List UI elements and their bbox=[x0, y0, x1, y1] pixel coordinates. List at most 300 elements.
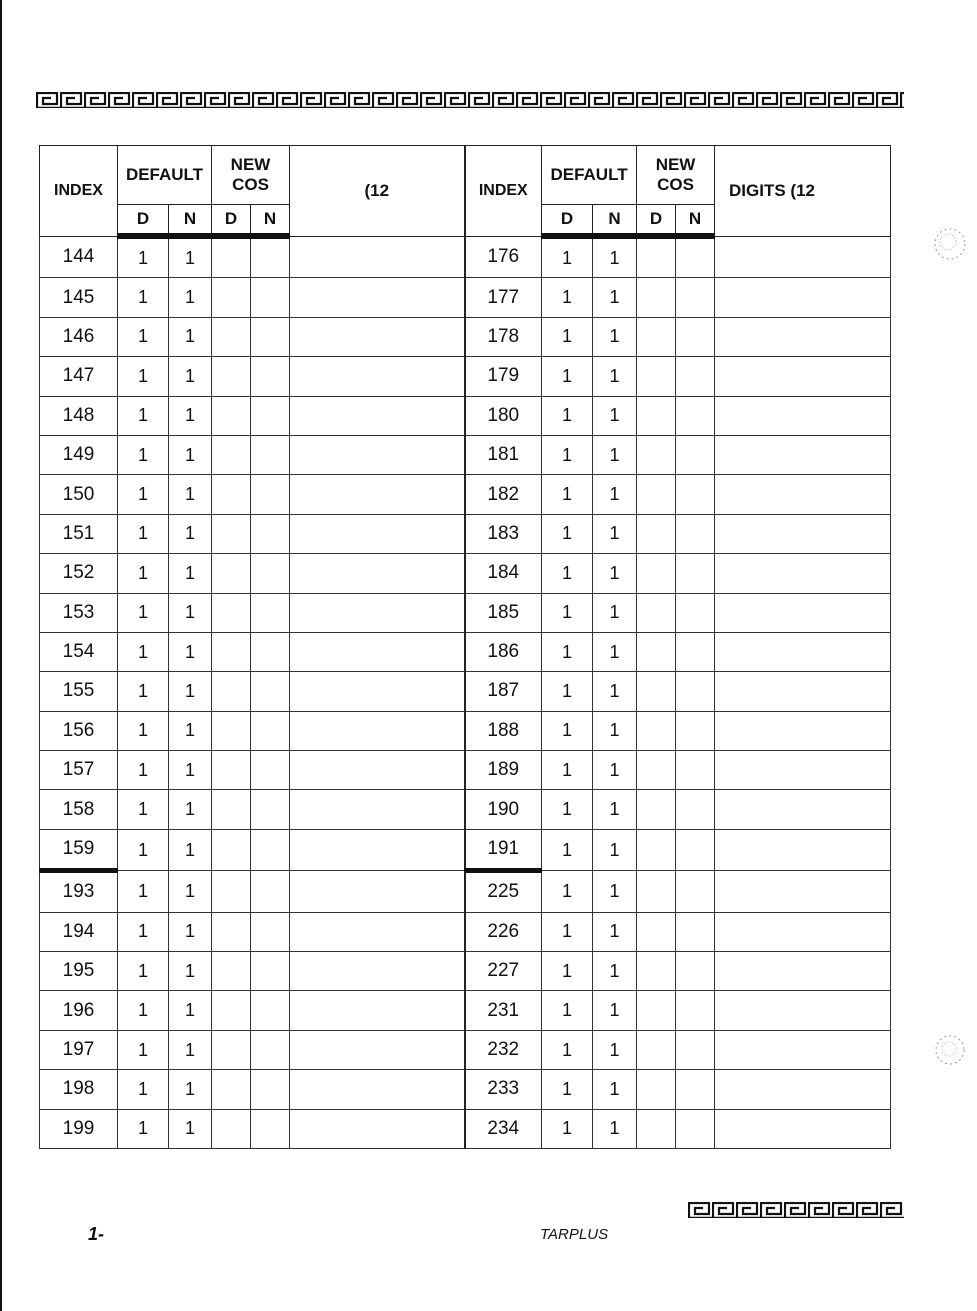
new-d-cell bbox=[212, 514, 251, 553]
default-n-cell: 1 bbox=[169, 554, 212, 593]
default-n-cell: 1 bbox=[169, 871, 212, 912]
new-d-cell bbox=[212, 396, 251, 435]
default-d-cell: 1 bbox=[118, 790, 169, 829]
default-d-cell: 1 bbox=[118, 751, 169, 790]
default-n-cell: 1 bbox=[169, 790, 212, 829]
greek-key-border-top bbox=[36, 92, 904, 108]
new-n-cell bbox=[251, 829, 290, 870]
default-d-cell: 1 bbox=[542, 829, 593, 870]
default-n-cell: 1 bbox=[169, 396, 212, 435]
index-cell: 188 bbox=[465, 711, 542, 750]
default-n-cell: 1 bbox=[169, 991, 212, 1030]
new-d-cell bbox=[212, 475, 251, 514]
default-n-header: N bbox=[169, 205, 212, 237]
digits-cell bbox=[290, 317, 465, 356]
table-row bbox=[40, 711, 891, 750]
table-row bbox=[40, 829, 891, 870]
default-n-cell: 1 bbox=[593, 475, 637, 514]
new-d-cell bbox=[637, 278, 676, 317]
digits-cell bbox=[715, 790, 891, 829]
digits-cell bbox=[715, 711, 891, 750]
new-n-cell bbox=[251, 514, 290, 553]
new-d-cell bbox=[212, 554, 251, 593]
default-n-cell: 1 bbox=[169, 1109, 212, 1148]
table-row bbox=[40, 317, 891, 356]
default-n-cell: 1 bbox=[593, 790, 637, 829]
index-cell: 145 bbox=[40, 278, 118, 317]
index-cell: 149 bbox=[40, 435, 118, 474]
default-d-cell: 1 bbox=[542, 952, 593, 991]
new-d-cell bbox=[637, 829, 676, 870]
default-n-header: N bbox=[593, 205, 637, 237]
default-d-cell: 1 bbox=[118, 593, 169, 632]
digits-cell bbox=[290, 475, 465, 514]
new-n-cell bbox=[251, 317, 290, 356]
class-of-service-table bbox=[39, 145, 891, 1149]
digits-cell bbox=[290, 1109, 465, 1148]
table-row bbox=[40, 396, 891, 435]
default-d-cell: 1 bbox=[542, 514, 593, 553]
default-n-cell: 1 bbox=[593, 396, 637, 435]
index-cell: 144 bbox=[40, 236, 118, 278]
new-d-cell bbox=[637, 435, 676, 474]
table-row bbox=[40, 1109, 891, 1148]
digits-cell bbox=[715, 475, 891, 514]
index-cell: 226 bbox=[465, 912, 542, 951]
default-n-cell: 1 bbox=[593, 357, 637, 396]
table-row bbox=[40, 357, 891, 396]
index-cell: 152 bbox=[40, 554, 118, 593]
digits-cell bbox=[290, 991, 465, 1030]
index-cell: 157 bbox=[40, 751, 118, 790]
new-d-cell bbox=[212, 1030, 251, 1069]
default-d-cell: 1 bbox=[118, 829, 169, 870]
digits-cell bbox=[715, 1030, 891, 1069]
new-n-cell bbox=[251, 1109, 290, 1148]
new-n-cell bbox=[676, 357, 715, 396]
new-n-cell bbox=[251, 278, 290, 317]
default-d-cell: 1 bbox=[542, 554, 593, 593]
new-n-cell bbox=[676, 790, 715, 829]
new-d-cell bbox=[637, 711, 676, 750]
default-n-cell: 1 bbox=[593, 632, 637, 671]
new-d-cell bbox=[637, 317, 676, 356]
digits-cell bbox=[290, 952, 465, 991]
new-d-cell bbox=[212, 829, 251, 870]
default-n-cell: 1 bbox=[593, 672, 637, 711]
default-d-cell: 1 bbox=[118, 912, 169, 951]
table-row bbox=[40, 1030, 891, 1069]
new-d-cell bbox=[637, 790, 676, 829]
digits-cell bbox=[290, 790, 465, 829]
new-d-cell bbox=[212, 357, 251, 396]
index-cell: 155 bbox=[40, 672, 118, 711]
new-d-cell bbox=[637, 236, 676, 278]
default-d-cell: 1 bbox=[118, 1070, 169, 1109]
new-d-cell bbox=[637, 991, 676, 1030]
index-cell: 181 bbox=[465, 435, 542, 474]
default-n-cell: 1 bbox=[169, 357, 212, 396]
new-d-cell bbox=[212, 1070, 251, 1109]
index-cell: 148 bbox=[40, 396, 118, 435]
index-cell: 156 bbox=[40, 711, 118, 750]
greek-key-border-bottom bbox=[688, 1202, 904, 1218]
index-cell: 195 bbox=[40, 952, 118, 991]
index-cell: 182 bbox=[465, 475, 542, 514]
digits-cell bbox=[290, 672, 465, 711]
new-d-cell bbox=[212, 278, 251, 317]
new-n-cell bbox=[676, 711, 715, 750]
digits-cell bbox=[290, 593, 465, 632]
default-d-cell: 1 bbox=[542, 435, 593, 474]
digits-cell bbox=[715, 514, 891, 553]
index-cell: 190 bbox=[465, 790, 542, 829]
new-n-cell bbox=[251, 357, 290, 396]
default-d-cell: 1 bbox=[118, 396, 169, 435]
default-header-left: DEFAULT bbox=[118, 146, 212, 205]
index-cell: 183 bbox=[465, 514, 542, 553]
table-row bbox=[40, 1070, 891, 1109]
digits-cell bbox=[715, 593, 891, 632]
new-cos-header-right bbox=[637, 146, 715, 205]
digits-cell bbox=[715, 829, 891, 870]
new-d-cell bbox=[637, 1109, 676, 1148]
new-n-cell bbox=[676, 554, 715, 593]
new-n-cell bbox=[676, 236, 715, 278]
index-cell: 194 bbox=[40, 912, 118, 951]
new-n-cell bbox=[251, 1030, 290, 1069]
index-cell: 187 bbox=[465, 672, 542, 711]
scan-speckle bbox=[928, 222, 972, 266]
digits-cell bbox=[290, 632, 465, 671]
index-cell: 150 bbox=[40, 475, 118, 514]
table-row bbox=[40, 593, 891, 632]
digits-cell bbox=[715, 396, 891, 435]
new-d-cell bbox=[212, 711, 251, 750]
digits-cell bbox=[715, 1109, 891, 1148]
default-d-cell: 1 bbox=[542, 357, 593, 396]
default-d-cell: 1 bbox=[542, 751, 593, 790]
new-n-cell bbox=[676, 396, 715, 435]
default-d-cell: 1 bbox=[542, 278, 593, 317]
default-d-cell: 1 bbox=[118, 278, 169, 317]
new-d-cell bbox=[212, 912, 251, 951]
new-d-cell bbox=[637, 912, 676, 951]
default-d-cell: 1 bbox=[542, 912, 593, 951]
index-cell: 231 bbox=[465, 991, 542, 1030]
page-edge bbox=[0, 0, 2, 1311]
index-cell: 176 bbox=[465, 236, 542, 278]
new-d-cell bbox=[212, 593, 251, 632]
table-row bbox=[40, 751, 891, 790]
default-n-cell: 1 bbox=[169, 751, 212, 790]
default-n-cell: 1 bbox=[593, 952, 637, 991]
index-cell: 180 bbox=[465, 396, 542, 435]
default-d-cell: 1 bbox=[118, 1030, 169, 1069]
default-n-cell: 1 bbox=[169, 236, 212, 278]
index-cell: 197 bbox=[40, 1030, 118, 1069]
default-d-header: D bbox=[542, 205, 593, 237]
digits-cell bbox=[290, 1030, 465, 1069]
new-n-cell bbox=[251, 475, 290, 514]
table-row bbox=[40, 514, 891, 553]
digits-cell bbox=[715, 236, 891, 278]
default-n-cell: 1 bbox=[593, 514, 637, 553]
new-n-cell bbox=[251, 790, 290, 829]
default-n-cell: 1 bbox=[593, 711, 637, 750]
index-cell: 234 bbox=[465, 1109, 542, 1148]
index-cell: 193 bbox=[40, 871, 118, 912]
default-d-cell: 1 bbox=[118, 672, 169, 711]
new-n-cell bbox=[676, 672, 715, 711]
table-row bbox=[40, 871, 891, 912]
table-row bbox=[40, 236, 891, 278]
new-d-cell bbox=[212, 991, 251, 1030]
new-d-cell bbox=[212, 435, 251, 474]
new-n-cell bbox=[676, 1070, 715, 1109]
index-cell: 233 bbox=[465, 1070, 542, 1109]
new-n-cell bbox=[251, 672, 290, 711]
default-d-cell: 1 bbox=[542, 711, 593, 750]
new-n-cell bbox=[676, 991, 715, 1030]
digits-header-right: DIGITS (12 bbox=[715, 146, 891, 237]
index-cell: 177 bbox=[465, 278, 542, 317]
new-d-cell bbox=[637, 396, 676, 435]
new-n-cell bbox=[251, 952, 290, 991]
digits-cell bbox=[290, 711, 465, 750]
digits-cell bbox=[715, 317, 891, 356]
digits-cell bbox=[715, 1070, 891, 1109]
new-n-cell bbox=[676, 829, 715, 870]
default-n-cell: 1 bbox=[169, 593, 212, 632]
default-n-cell: 1 bbox=[593, 1109, 637, 1148]
new-d-cell bbox=[212, 632, 251, 671]
new-d-cell bbox=[212, 751, 251, 790]
default-n-cell: 1 bbox=[169, 711, 212, 750]
index-cell: 178 bbox=[465, 317, 542, 356]
index-cell: 153 bbox=[40, 593, 118, 632]
table-row bbox=[40, 475, 891, 514]
default-n-cell: 1 bbox=[169, 672, 212, 711]
new-d-cell bbox=[637, 952, 676, 991]
new-n-cell bbox=[676, 912, 715, 951]
default-d-cell: 1 bbox=[542, 672, 593, 711]
new-n-cell bbox=[251, 751, 290, 790]
new-label: NEW bbox=[230, 155, 271, 174]
digits-cell bbox=[715, 435, 891, 474]
new-n-cell bbox=[251, 1070, 290, 1109]
digits-cell bbox=[715, 991, 891, 1030]
digits-cell bbox=[715, 871, 891, 912]
new-d-cell bbox=[212, 236, 251, 278]
default-n-cell: 1 bbox=[169, 317, 212, 356]
index-cell: 189 bbox=[465, 751, 542, 790]
default-n-cell: 1 bbox=[593, 751, 637, 790]
default-n-cell: 1 bbox=[593, 1070, 637, 1109]
default-n-cell: 1 bbox=[593, 435, 637, 474]
new-n-cell bbox=[251, 912, 290, 951]
cos-label: COS bbox=[232, 175, 269, 194]
digits-cell bbox=[715, 554, 891, 593]
new-n-cell bbox=[676, 593, 715, 632]
default-d-cell: 1 bbox=[542, 991, 593, 1030]
default-n-cell: 1 bbox=[169, 475, 212, 514]
default-d-cell: 1 bbox=[118, 236, 169, 278]
digits-cell bbox=[715, 751, 891, 790]
index-cell: 184 bbox=[465, 554, 542, 593]
new-n-cell bbox=[251, 871, 290, 912]
digits-cell bbox=[715, 632, 891, 671]
new-n-cell bbox=[676, 1030, 715, 1069]
new-n-cell bbox=[676, 751, 715, 790]
default-d-cell: 1 bbox=[542, 475, 593, 514]
default-n-cell: 1 bbox=[593, 829, 637, 870]
digits-header-left: (12 bbox=[290, 146, 465, 237]
default-d-cell: 1 bbox=[542, 1030, 593, 1069]
digits-cell bbox=[715, 912, 891, 951]
digits-cell bbox=[715, 952, 891, 991]
new-n-cell bbox=[251, 554, 290, 593]
new-label: NEW bbox=[655, 155, 696, 174]
new-cos-header-left bbox=[212, 146, 290, 205]
default-n-cell: 1 bbox=[593, 236, 637, 278]
new-d-cell bbox=[212, 871, 251, 912]
default-d-cell: 1 bbox=[118, 514, 169, 553]
new-d-cell bbox=[212, 672, 251, 711]
index-cell: 185 bbox=[465, 593, 542, 632]
cos-label: COS bbox=[657, 175, 694, 194]
new-d-cell bbox=[212, 952, 251, 991]
digits-cell bbox=[290, 396, 465, 435]
default-d-cell: 1 bbox=[542, 317, 593, 356]
page-number-mark: 1- bbox=[88, 1224, 105, 1244]
index-cell: 147 bbox=[40, 357, 118, 396]
default-d-cell: 1 bbox=[118, 435, 169, 474]
default-header-right: DEFAULT bbox=[542, 146, 637, 205]
index-cell: 199 bbox=[40, 1109, 118, 1148]
default-d-cell: 1 bbox=[542, 871, 593, 912]
default-d-cell: 1 bbox=[118, 991, 169, 1030]
default-n-cell: 1 bbox=[169, 435, 212, 474]
scan-speckle bbox=[928, 1030, 972, 1070]
digits-cell bbox=[290, 278, 465, 317]
default-n-cell: 1 bbox=[169, 1030, 212, 1069]
new-d-header: D bbox=[212, 205, 251, 237]
default-d-cell: 1 bbox=[542, 1070, 593, 1109]
table-row bbox=[40, 790, 891, 829]
index-cell: 225 bbox=[465, 871, 542, 912]
digits-cell bbox=[290, 514, 465, 553]
default-d-cell: 1 bbox=[542, 790, 593, 829]
default-n-cell: 1 bbox=[593, 593, 637, 632]
new-d-cell bbox=[637, 593, 676, 632]
table-row bbox=[40, 278, 891, 317]
default-n-cell: 1 bbox=[169, 278, 212, 317]
new-d-cell bbox=[637, 475, 676, 514]
default-n-cell: 1 bbox=[593, 317, 637, 356]
new-n-header: N bbox=[251, 205, 290, 237]
index-cell: 158 bbox=[40, 790, 118, 829]
default-n-cell: 1 bbox=[593, 991, 637, 1030]
digits-cell bbox=[715, 278, 891, 317]
new-n-cell bbox=[251, 435, 290, 474]
default-d-cell: 1 bbox=[118, 357, 169, 396]
new-d-cell bbox=[637, 751, 676, 790]
digits-cell bbox=[290, 554, 465, 593]
index-cell: 186 bbox=[465, 632, 542, 671]
digits-cell bbox=[715, 357, 891, 396]
default-d-cell: 1 bbox=[542, 396, 593, 435]
default-n-cell: 1 bbox=[169, 952, 212, 991]
table-row bbox=[40, 952, 891, 991]
digits-cell bbox=[715, 672, 891, 711]
new-d-cell bbox=[212, 1109, 251, 1148]
new-n-header: N bbox=[676, 205, 715, 237]
new-d-cell bbox=[212, 790, 251, 829]
new-n-cell bbox=[251, 396, 290, 435]
product-name: TARPLUS bbox=[540, 1226, 609, 1243]
default-n-cell: 1 bbox=[593, 554, 637, 593]
digits-cell bbox=[290, 829, 465, 870]
digits-cell bbox=[290, 871, 465, 912]
default-n-cell: 1 bbox=[169, 514, 212, 553]
index-header-left: INDEX bbox=[40, 146, 118, 237]
new-d-cell bbox=[637, 1030, 676, 1069]
new-d-cell bbox=[212, 317, 251, 356]
digits-cell bbox=[290, 912, 465, 951]
index-header-right: INDEX bbox=[465, 146, 542, 237]
new-n-cell bbox=[251, 593, 290, 632]
index-cell: 227 bbox=[465, 952, 542, 991]
new-d-cell bbox=[637, 357, 676, 396]
table-row bbox=[40, 435, 891, 474]
table-row bbox=[40, 991, 891, 1030]
default-n-cell: 1 bbox=[169, 829, 212, 870]
new-n-cell bbox=[676, 952, 715, 991]
index-cell: 159 bbox=[40, 829, 118, 870]
new-d-cell bbox=[637, 1070, 676, 1109]
index-cell: 151 bbox=[40, 514, 118, 553]
index-cell: 154 bbox=[40, 632, 118, 671]
default-n-cell: 1 bbox=[593, 912, 637, 951]
digits-cell bbox=[290, 751, 465, 790]
index-cell: 198 bbox=[40, 1070, 118, 1109]
index-cell: 146 bbox=[40, 317, 118, 356]
digits-cell bbox=[290, 435, 465, 474]
default-d-cell: 1 bbox=[118, 871, 169, 912]
new-n-cell bbox=[251, 632, 290, 671]
default-d-cell: 1 bbox=[118, 475, 169, 514]
default-n-cell: 1 bbox=[593, 871, 637, 912]
new-n-cell bbox=[251, 991, 290, 1030]
new-d-cell bbox=[637, 672, 676, 711]
default-n-cell: 1 bbox=[169, 1070, 212, 1109]
table-row bbox=[40, 632, 891, 671]
default-d-cell: 1 bbox=[118, 711, 169, 750]
new-n-cell bbox=[676, 278, 715, 317]
default-d-cell: 1 bbox=[542, 632, 593, 671]
new-d-header: D bbox=[637, 205, 676, 237]
default-n-cell: 1 bbox=[169, 632, 212, 671]
default-d-cell: 1 bbox=[118, 632, 169, 671]
new-n-cell bbox=[676, 1109, 715, 1148]
table-row bbox=[40, 554, 891, 593]
new-n-cell bbox=[676, 475, 715, 514]
new-n-cell bbox=[676, 871, 715, 912]
default-n-cell: 1 bbox=[169, 912, 212, 951]
new-n-cell bbox=[251, 236, 290, 278]
table-row bbox=[40, 912, 891, 951]
